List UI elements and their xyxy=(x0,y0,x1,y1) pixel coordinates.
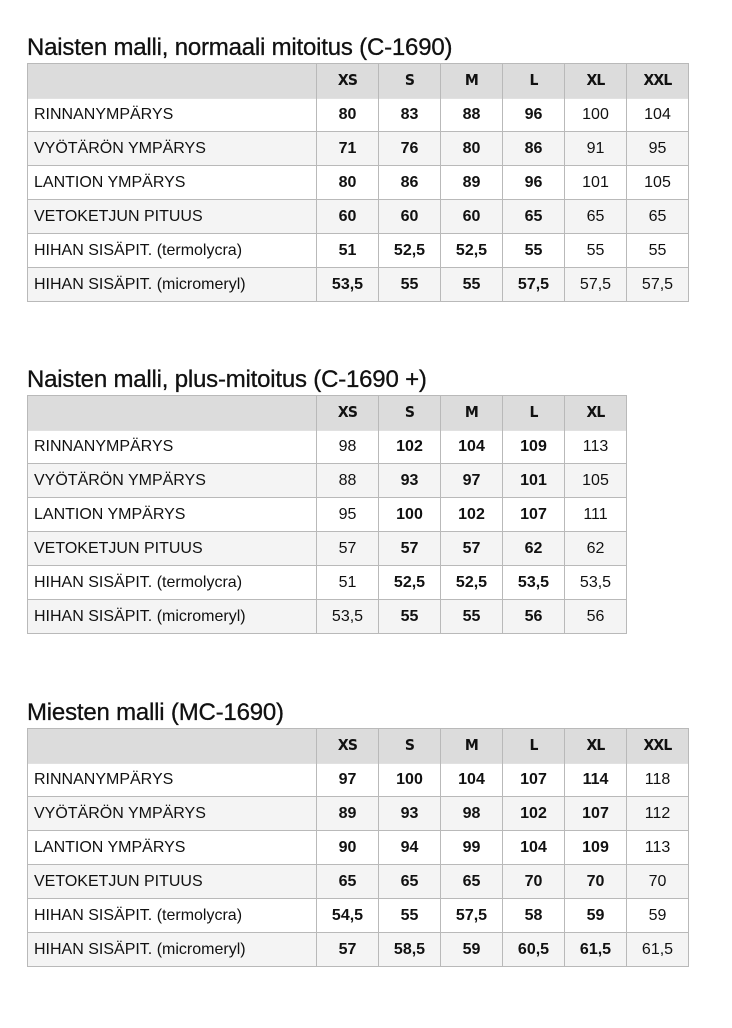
measurement-label: VETOKETJUN PITUUS xyxy=(28,865,317,899)
size-header-cell: XS xyxy=(317,63,379,99)
size-header-cell: XS xyxy=(317,728,379,764)
size-chart-women-normal xyxy=(27,33,689,302)
measurement-value: 109 xyxy=(503,430,565,464)
measurement-value: 57 xyxy=(379,532,441,566)
table-row xyxy=(28,865,689,899)
table-title: Naisten malli, plus-mitoitus (C-1690 +) xyxy=(27,366,427,393)
measurement-value: 60 xyxy=(379,200,441,234)
measurement-value: 57 xyxy=(441,532,503,566)
measurement-value: 111 xyxy=(565,498,627,532)
measurement-value: 88 xyxy=(441,98,503,132)
measurement-value: 55 xyxy=(441,268,503,302)
header-corner-cell xyxy=(28,728,317,764)
table-row xyxy=(28,200,689,234)
size-header-cell: XS xyxy=(317,395,379,431)
measurement-value: 118 xyxy=(627,763,689,797)
table-row xyxy=(28,600,627,634)
measurement-value: 95 xyxy=(627,132,689,166)
measurement-value: 60 xyxy=(441,200,503,234)
table-row xyxy=(28,98,689,132)
table-row xyxy=(28,132,689,166)
table-title: Miesten malli (MC-1690) xyxy=(27,699,284,726)
size-header-cell: S xyxy=(379,395,441,431)
table-title: Naisten malli, normaali mitoitus (C-1690) xyxy=(27,34,453,61)
measurement-value: 113 xyxy=(565,430,627,464)
measurement-value: 97 xyxy=(317,763,379,797)
measurement-value: 96 xyxy=(503,166,565,200)
size-header-cell: XL xyxy=(565,395,627,431)
table-row xyxy=(28,234,689,268)
measurement-value: 65 xyxy=(627,200,689,234)
size-header-cell: XXL xyxy=(627,728,689,764)
measurement-value: 80 xyxy=(441,132,503,166)
measurement-value: 56 xyxy=(565,600,627,634)
measurement-value: 89 xyxy=(441,166,503,200)
table-row xyxy=(28,498,627,532)
measurement-value: 93 xyxy=(379,797,441,831)
table-row xyxy=(28,899,689,933)
measurement-label: VETOKETJUN PITUUS xyxy=(28,532,317,566)
measurement-value: 98 xyxy=(441,797,503,831)
measurement-value: 100 xyxy=(379,763,441,797)
size-header-cell: S xyxy=(379,728,441,764)
measurement-value: 80 xyxy=(317,98,379,132)
measurement-label: VYÖTÄRÖN YMPÄRYS xyxy=(28,797,317,831)
measurement-value: 59 xyxy=(565,899,627,933)
size-header-cell: L xyxy=(503,728,565,764)
measurement-value: 58,5 xyxy=(379,933,441,967)
table-row xyxy=(28,566,627,600)
header-corner-cell xyxy=(28,395,317,431)
measurement-label: HIHAN SISÄPIT. (micromeryl) xyxy=(28,268,317,302)
measurement-label: HIHAN SISÄPIT. (micromeryl) xyxy=(28,600,317,634)
measurement-value: 71 xyxy=(317,132,379,166)
measurement-value: 57,5 xyxy=(441,899,503,933)
measurement-value: 51 xyxy=(317,234,379,268)
size-header-row xyxy=(28,729,689,763)
measurement-value: 55 xyxy=(379,268,441,302)
table-row xyxy=(28,763,689,797)
measurement-value: 55 xyxy=(565,234,627,268)
measurement-label: VYÖTÄRÖN YMPÄRYS xyxy=(28,132,317,166)
measurement-value: 65 xyxy=(317,865,379,899)
measurement-label: HIHAN SISÄPIT. (termolycra) xyxy=(28,566,317,600)
measurement-value: 65 xyxy=(503,200,565,234)
measurement-value: 100 xyxy=(565,98,627,132)
size-header-row xyxy=(28,396,627,430)
measurement-value: 97 xyxy=(441,464,503,498)
measurement-value: 76 xyxy=(379,132,441,166)
measurement-value: 65 xyxy=(565,200,627,234)
measurement-value: 51 xyxy=(317,566,379,600)
measurement-value: 104 xyxy=(441,430,503,464)
measurement-value: 70 xyxy=(503,865,565,899)
measurement-value: 101 xyxy=(503,464,565,498)
size-chart-men xyxy=(27,698,689,967)
measurement-value: 56 xyxy=(503,600,565,634)
measurement-value: 107 xyxy=(503,498,565,532)
measurement-value: 86 xyxy=(503,132,565,166)
size-table xyxy=(27,728,689,967)
measurement-value: 58 xyxy=(503,899,565,933)
measurement-value: 90 xyxy=(317,831,379,865)
measurement-value: 65 xyxy=(379,865,441,899)
size-header-cell: L xyxy=(503,395,565,431)
measurement-value: 55 xyxy=(379,899,441,933)
measurement-label: LANTION YMPÄRYS xyxy=(28,498,317,532)
measurement-value: 107 xyxy=(503,763,565,797)
measurement-value: 99 xyxy=(441,831,503,865)
size-header-cell: M xyxy=(441,63,503,99)
measurement-value: 86 xyxy=(379,166,441,200)
measurement-value: 57,5 xyxy=(627,268,689,302)
measurement-value: 61,5 xyxy=(565,933,627,967)
table-row xyxy=(28,532,627,566)
measurement-label: RINNANYMPÄRYS xyxy=(28,430,317,464)
size-header-cell: XXL xyxy=(627,63,689,99)
measurement-value: 62 xyxy=(565,532,627,566)
measurement-value: 107 xyxy=(565,797,627,831)
measurement-value: 70 xyxy=(627,865,689,899)
measurement-label: LANTION YMPÄRYS xyxy=(28,166,317,200)
measurement-value: 52,5 xyxy=(441,234,503,268)
measurement-value: 101 xyxy=(565,166,627,200)
measurement-value: 94 xyxy=(379,831,441,865)
measurement-value: 53,5 xyxy=(317,268,379,302)
measurement-value: 59 xyxy=(441,933,503,967)
measurement-value: 53,5 xyxy=(503,566,565,600)
measurement-value: 102 xyxy=(441,498,503,532)
measurement-value: 104 xyxy=(441,763,503,797)
measurement-label: LANTION YMPÄRYS xyxy=(28,831,317,865)
measurement-value: 61,5 xyxy=(627,933,689,967)
measurement-value: 105 xyxy=(565,464,627,498)
table-row xyxy=(28,166,689,200)
table-row xyxy=(28,430,627,464)
measurement-value: 57 xyxy=(317,933,379,967)
measurement-value: 59 xyxy=(627,899,689,933)
measurement-value: 113 xyxy=(627,831,689,865)
measurement-value: 112 xyxy=(627,797,689,831)
size-chart-women-plus xyxy=(27,365,627,634)
size-header-cell: M xyxy=(441,395,503,431)
size-table xyxy=(27,63,689,302)
size-header-cell: S xyxy=(379,63,441,99)
table-row xyxy=(28,268,689,302)
measurement-value: 93 xyxy=(379,464,441,498)
size-header-cell: M xyxy=(441,728,503,764)
measurement-label: HIHAN SISÄPIT. (micromeryl) xyxy=(28,933,317,967)
measurement-value: 55 xyxy=(441,600,503,634)
measurement-value: 65 xyxy=(441,865,503,899)
measurement-label: HIHAN SISÄPIT. (termolycra) xyxy=(28,899,317,933)
size-header-cell: XL xyxy=(565,728,627,764)
measurement-label: VYÖTÄRÖN YMPÄRYS xyxy=(28,464,317,498)
measurement-value: 52,5 xyxy=(379,566,441,600)
header-corner-cell xyxy=(28,63,317,99)
measurement-value: 109 xyxy=(565,831,627,865)
measurement-value: 57,5 xyxy=(565,268,627,302)
measurement-value: 52,5 xyxy=(379,234,441,268)
measurement-label: RINNANYMPÄRYS xyxy=(28,763,317,797)
measurement-value: 96 xyxy=(503,98,565,132)
measurement-value: 52,5 xyxy=(441,566,503,600)
size-header-cell: XL xyxy=(565,63,627,99)
size-header-cell: L xyxy=(503,63,565,99)
measurement-value: 104 xyxy=(627,98,689,132)
measurement-value: 57 xyxy=(317,532,379,566)
measurement-value: 105 xyxy=(627,166,689,200)
size-header-row xyxy=(28,64,689,98)
measurement-label: HIHAN SISÄPIT. (termolycra) xyxy=(28,234,317,268)
measurement-value: 60,5 xyxy=(503,933,565,967)
measurement-value: 70 xyxy=(565,865,627,899)
measurement-value: 98 xyxy=(317,430,379,464)
measurement-value: 53,5 xyxy=(317,600,379,634)
measurement-value: 102 xyxy=(379,430,441,464)
measurement-label: VETOKETJUN PITUUS xyxy=(28,200,317,234)
table-row xyxy=(28,797,689,831)
measurement-value: 88 xyxy=(317,464,379,498)
table-row xyxy=(28,831,689,865)
measurement-value: 55 xyxy=(627,234,689,268)
measurement-value: 89 xyxy=(317,797,379,831)
measurement-value: 54,5 xyxy=(317,899,379,933)
measurement-value: 55 xyxy=(379,600,441,634)
measurement-value: 60 xyxy=(317,200,379,234)
size-table xyxy=(27,395,627,634)
measurement-value: 62 xyxy=(503,532,565,566)
measurement-value: 95 xyxy=(317,498,379,532)
measurement-value: 100 xyxy=(379,498,441,532)
measurement-value: 91 xyxy=(565,132,627,166)
table-row xyxy=(28,464,627,498)
measurement-value: 114 xyxy=(565,763,627,797)
measurement-value: 80 xyxy=(317,166,379,200)
measurement-value: 83 xyxy=(379,98,441,132)
measurement-label: RINNANYMPÄRYS xyxy=(28,98,317,132)
measurement-value: 57,5 xyxy=(503,268,565,302)
measurement-value: 53,5 xyxy=(565,566,627,600)
measurement-value: 102 xyxy=(503,797,565,831)
measurement-value: 104 xyxy=(503,831,565,865)
measurement-value: 55 xyxy=(503,234,565,268)
table-row xyxy=(28,933,689,967)
